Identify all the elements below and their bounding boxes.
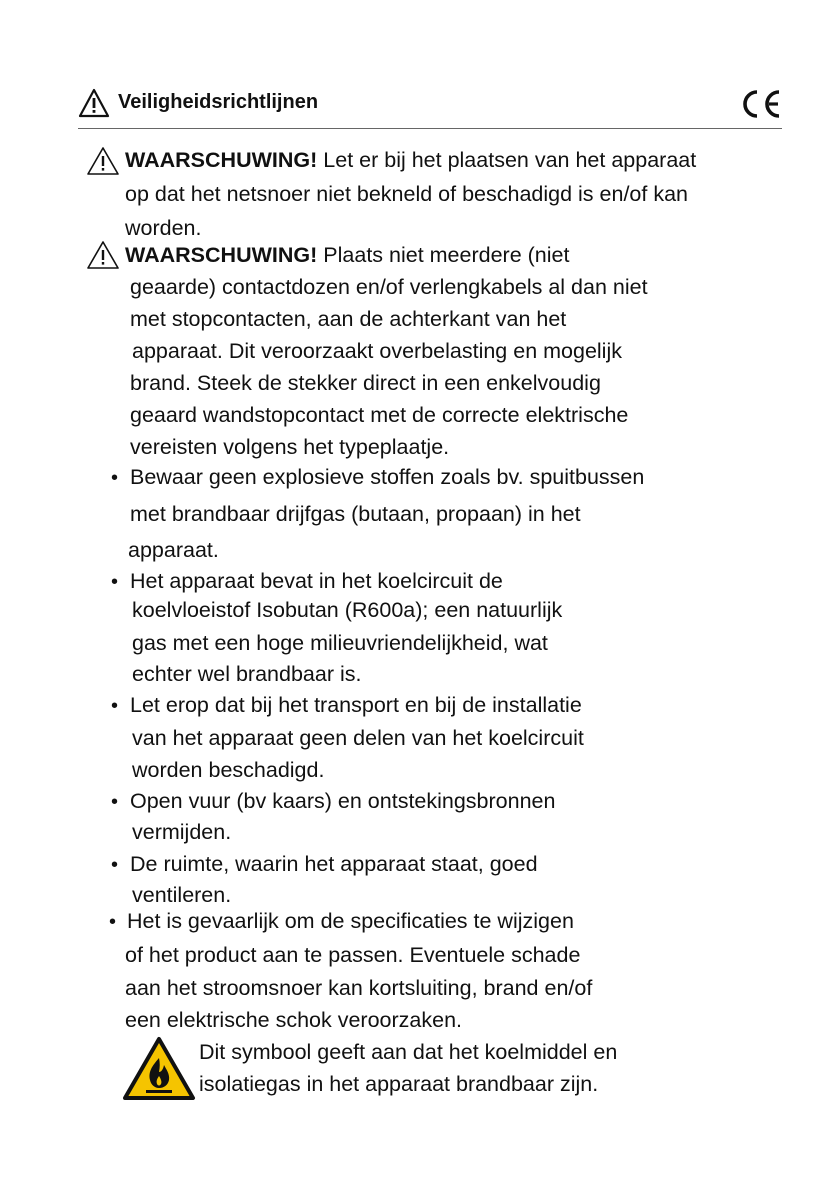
- warning-line: geaard wandstopcontact met de correcte elektrische: [130, 403, 629, 427]
- warning-line: met stopcontacten, aan de achterkant van het: [130, 307, 567, 331]
- warning-triangle-icon: [86, 146, 120, 176]
- list-item-line: gas met een hoge milieuvriendelijkheid, wat: [132, 631, 548, 655]
- list-item-line: Open vuur (bv kaars) en ontstekingsbronnen: [130, 789, 556, 813]
- list-item-line: vermijden.: [132, 820, 232, 844]
- bullet-marker: •: [111, 571, 119, 593]
- bullet-marker: •: [111, 467, 119, 489]
- list-item-line: Let erop dat bij het transport en bij de installatie: [130, 693, 582, 717]
- symbol-note-line: isolatiegas in het apparaat brandbaar zijn.: [199, 1072, 599, 1096]
- list-item-line: ventileren.: [132, 883, 232, 907]
- list-item-line: koelvloeistof Isobutan (R600a); een natuurlijk: [132, 598, 563, 622]
- warning-line: vereisten volgens het typeplaatje.: [130, 435, 450, 459]
- warning-line: WAARSCHUWING! Plaats niet meerdere (niet: [125, 243, 570, 267]
- warning-line: op dat het netsnoer niet bekneld of beschadigd is en/of kan: [125, 182, 688, 206]
- warning-line: brand. Steek de stekker direct in een enkelvoudig: [130, 371, 601, 395]
- warning-line: WAARSCHUWING! Let er bij het plaatsen van het apparaat: [125, 148, 697, 172]
- warning-triangle-icon: [78, 88, 110, 118]
- warning-label: WAARSCHUWING!: [125, 243, 318, 267]
- symbol-note-line: Dit symbool geeft aan dat het koelmiddel en: [199, 1040, 618, 1064]
- list-item-line: of het product aan te passen. Eventuele schade: [125, 943, 581, 967]
- flammable-warning-icon: [122, 1036, 196, 1102]
- bullet-marker: •: [111, 791, 119, 813]
- warning-line: geaarde) contactdozen en/of verlengkabels al dan niet: [130, 275, 648, 299]
- list-item-line: van het apparaat geen delen van het koelcircuit: [132, 726, 584, 750]
- page-title: Veiligheidsrichtlijnen: [118, 91, 319, 113]
- warning-line: apparaat. Dit veroorzaakt overbelasting en mogelijk: [132, 339, 622, 363]
- list-item-line: Het is gevaarlijk om de specificaties te wijzigen: [127, 909, 574, 933]
- section-header: [78, 88, 782, 128]
- list-item-line: De ruimte, waarin het apparaat staat, goed: [130, 852, 538, 876]
- bullet-marker: •: [109, 911, 117, 933]
- header-divider: [78, 128, 782, 129]
- warning-line: worden.: [125, 216, 202, 240]
- bullet-marker: •: [111, 695, 119, 717]
- list-item-line: worden beschadigd.: [132, 758, 325, 782]
- list-item-line: met brandbaar drijfgas (butaan, propaan) in het: [130, 502, 581, 526]
- list-item-line: aan het stroomsnoer kan kortsluiting, brand en/of: [125, 976, 593, 1000]
- list-item-line: apparaat.: [128, 538, 219, 562]
- warning-triangle-icon: [86, 240, 120, 270]
- list-item-line: Het apparaat bevat in het koelcircuit de: [130, 569, 503, 593]
- warning-label: WAARSCHUWING!: [125, 148, 318, 172]
- list-item-line: een elektrische schok veroorzaken.: [125, 1008, 463, 1032]
- list-item-line: Bewaar geen explosieve stoffen zoals bv. spuitbussen: [130, 465, 645, 489]
- bullet-marker: •: [111, 854, 119, 876]
- ce-mark-icon: [740, 88, 782, 120]
- list-item-line: echter wel brandbaar is.: [132, 662, 362, 686]
